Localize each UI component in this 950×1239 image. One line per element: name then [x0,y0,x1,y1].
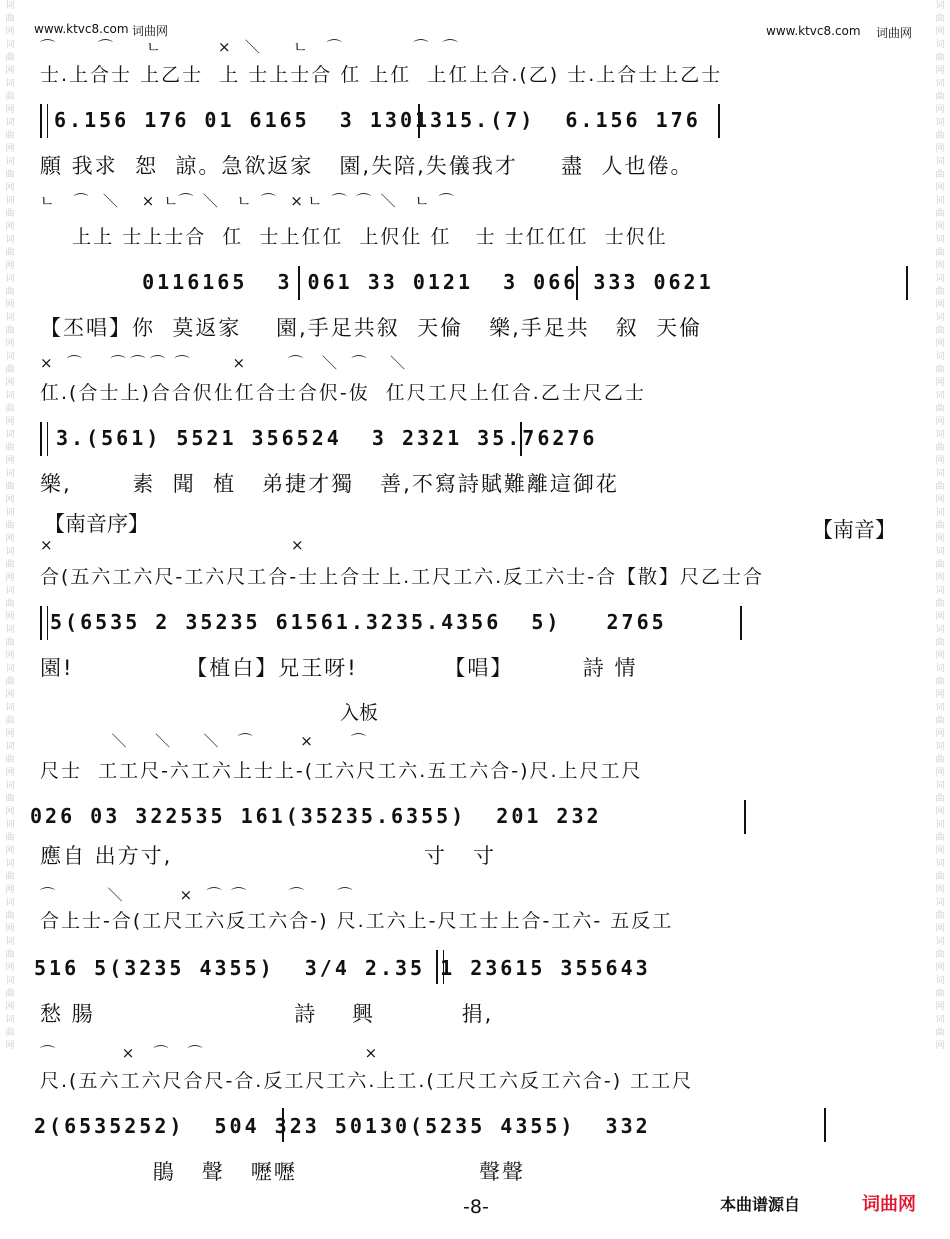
lyrics-line: 鵑 聲 嚦嚦 聲聲 [40,1160,526,1184]
watermark-brand-left: 词曲网 [132,24,169,38]
double-barline [40,606,48,640]
lyrics-line: 樂, 素 聞 植 弟捷才獨 善,不寫詩賦難離這御花 [40,472,619,496]
lyrics-line: 愁 腸 詩 興 捐, [40,1002,494,1026]
watermark-brand-right: 词曲网 [876,26,913,40]
watermark-site-right: www.ktvc8.com [766,24,861,38]
gongche-line: 尺.(五六工六尺合尺-合.反工尺工六.上工.(工尺工六反工六合-) 工工尺 [40,1070,694,1092]
ornament-marks: ＼ ＼ ＼ ⌒ × ⌒ [40,732,366,750]
gongche-line: 上上 士上士合 仜 士上仜仜 上伬仩 仜 士 士仜仜仜 士伬仩 [40,226,668,248]
gongche-line: 合(五六工六尺-工六尺工合-士上合士上.工尺工六.反工六士-合【散】尺乙士合 [40,566,765,588]
left-watermark-strip: 词曲网词曲网词曲网词曲网词曲网词曲网词曲网词曲网词曲网词曲网词曲网词曲网词曲网词曲网词曲网词曲网词曲网词曲网词曲网词曲网词曲网词曲网词曲网词曲网词曲网词曲网词曲网 [5,1,15,1051]
jianpu-numbers: 6.156 176 01 6165 3 1301315.(7) 6.156 176 [54,108,701,132]
section-label-nanyin-prelude: 【南音序】 [44,512,149,536]
ornament-marks: × × [40,536,304,554]
ornament-marks: ㄴ ⌒ ＼ × ㄴ⌒ ＼ ㄴ ⌒ × ㄴ ⌒ ⌒ ＼ ㄴ ⌒ [40,192,454,210]
section-label-nanyin: 【南音】 [812,518,896,542]
gongche-line: 仜.(合士上)合合伬仩仜合士合伬-伖 仜尺工尺上仜合.乙士尺乙士 [40,382,646,404]
double-barline [40,422,48,456]
page-number: -8- [463,1196,489,1218]
source-logo: 词曲网 [862,1194,916,1215]
ornament-marks: ⌒ × ⌒ ⌒ × [40,1044,378,1062]
jianpu-numbers: 516 5(3235 4355) 3/4 2.35 1 23615 355643 [34,956,651,980]
jianpu-numbers: 026 03 322535 161(35235.6355) 201 232 [30,804,602,828]
ornament-marks: ⌒ ⌒ ㄴ × ＼ ㄴ ⌒ ⌒ ⌒ [40,38,458,56]
gongche-line: 士.上合士 上乙士 上 士上士合 仜 上仜 上仜上合.(乙) 士.上合士上乙士 [40,64,723,86]
lyrics-line: 應自 出方寸, 寸 寸 [40,844,496,868]
jianpu-numbers: 0116165 3 061 33 0121 3 066 333 0621 [112,270,714,294]
lyrics-line: 【丕唱】你 莫返家 園,手足共叙 天倫 樂,手足共 叙 天倫 [40,316,703,340]
gongche-line: 尺士 工工尺-六工六上士上-(工六尺工六.五工六合-)尺.上尺工尺 [40,760,643,782]
watermark-site-left: www.ktvc8.com [34,22,129,36]
jianpu-numbers: 2(6535252) 504 323 50130(5235 4355) 332 [34,1114,651,1138]
section-label-enter-beat: 入板 [340,702,379,724]
gongche-line: 合上士-合(工尺工六反工六合-) 尺.工六上-尺工士上合-工六- 五反工 [40,910,674,932]
ornament-marks: × ⌒ ⌒ ⌒ ⌒ ⌒ × ⌒ ＼ ⌒ ＼ [40,354,406,372]
source-credit-text: 本曲谱源自 [720,1195,801,1214]
jianpu-numbers: 5(6535 2 35235 61561.3235.4356 5) 2765 [50,610,667,634]
double-barline [40,104,48,138]
right-watermark-strip: 词曲网词曲网词曲网词曲网词曲网词曲网词曲网词曲网词曲网词曲网词曲网词曲网词曲网词曲网词曲网词曲网词曲网词曲网词曲网词曲网词曲网词曲网词曲网词曲网词曲网词曲网词曲网 [935,1,945,1051]
ornament-marks: ⌒ ＼ × ⌒ ⌒ ⌒ ⌒ [40,886,353,904]
lyrics-line: 園! 【植白】兄王呀! 【唱】 詩 情 [40,656,638,680]
lyrics-line: 願 我求 恕 諒。急欲返家 園,失陪,失儀我才 盡 人也倦。 [40,154,694,178]
jianpu-numbers: 3.(561) 5521 356524 3 2321 35.76276 [56,426,598,450]
